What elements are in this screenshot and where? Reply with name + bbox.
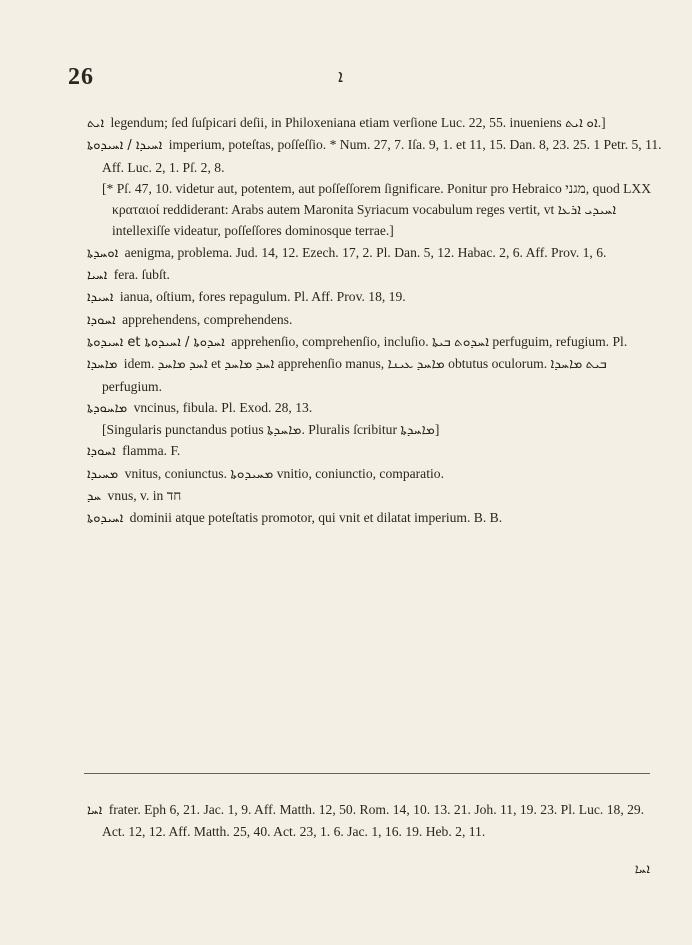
footnote-entry: [84, 799, 664, 843]
syriac-headword: ܡܚܝܕܐ: [87, 466, 119, 482]
entry-text: apprehenſio, comprehenſio, incluſio. ܐܚܕܘܬ ܒܝܬܐ perfuguim, refugium. Pl.: [231, 333, 628, 349]
dictionary-entry: [84, 353, 664, 397]
dictionary-entry: [84, 112, 664, 134]
footnote-divider: [84, 773, 650, 774]
dictionary-entry: [84, 331, 664, 353]
dictionary-entry: [84, 264, 664, 286]
dictionary-entry: [84, 440, 664, 462]
dictionary-entry: [84, 485, 664, 507]
entry-text: [Singularis punctandus potius ܡܐܚܕܬܐ. Pluralis ſcribitur ܡܐܚܕܬܐ]: [102, 422, 440, 438]
footnote-text: frater. Eph 6, 21. Jac. 1, 9. Aff. Matth. 12, 50. Rom. 14, 10. 13. 21. Joh. 11, 19. 23. Pl. Luc. 18, 29. Act. 12, 12. Aff. Matth. 25, 40. Act. 23, 1. 6. Jac. 1, 16. 19. Heb. 2, 11.: [102, 801, 645, 839]
entry-text: vncinus, fibula. Pl. Exod. 28, 13.: [133, 399, 313, 415]
entry-text: aenigma, problema. Jud. 14, 12. Ezech. 17, 2. Pl. Dan. 5, 12. Habac. 2, 6. Aff. Prov. 1, 6.: [124, 244, 607, 260]
entry-text: idem. ܐܚܕ ܡܐܚܕ et ܐܚܕ ܡܐܚܕ apprehenſio manus, ܡܐܚܕ ܥܝܢܐ obtutus oculorum. ܒܝܬ ܡܐܚܕܐ perfugium.: [102, 356, 607, 394]
dictionary-entry: [84, 242, 664, 264]
syriac-headword: ܐܚܐ: [87, 802, 103, 818]
dictionary-entry: [84, 134, 664, 178]
syriac-headword: ܐܚܝܐ: [87, 268, 108, 284]
dictionary-note: [84, 419, 664, 440]
dictionary-entry: [84, 309, 664, 331]
entry-text: legendum; ſed ſuſpicari deſii, in Philoxeniana etiam verſione Luc. 22, 55. inueniens ܐܘ ܐܝܬ.]: [110, 115, 606, 130]
catchword: ܐܚܐ: [634, 862, 650, 877]
entry-text: fera. ſubſt.: [113, 267, 170, 283]
entry-text: vnitus, coniunctus. ܡܚܝܕܘܬܐ vnitio, coniunctio, comparatio.: [124, 465, 444, 481]
syriac-headword: ܚܕ: [87, 489, 102, 505]
entry-text: apprehendens, comprehendens.: [122, 311, 293, 327]
dictionary-body: [84, 112, 664, 530]
syriac-headword: ܐܚܕܘܬܐ / ܐܚܝܕܘܬܐ et ܐܚܝܕܘܬܐ: [87, 334, 225, 350]
page-number: 26: [68, 64, 94, 90]
entry-text: dominii atque poteſtatis promotor, qui vnit et dilatat imperium. B. B.: [129, 510, 503, 526]
syriac-headword: ܐܝܬ: [87, 116, 105, 131]
dictionary-entry: [84, 463, 664, 485]
entry-text: flamma. F.: [122, 443, 181, 459]
entry-text: imperium, poteſtas, poſſeſſio. * Num. 27, 7. Iſa. 9, 1. et 11, 15. Dan. 8, 23. 25. 1 Petr. 5, 11. Aff. Luc. 2, 1. Pſ. 2, 8.: [102, 137, 662, 175]
syriac-headword: ܡܐܚܘܕܬܐ: [87, 400, 128, 416]
dictionary-entry: [84, 286, 664, 308]
syriac-headword: ܡܐܚܕܐ: [87, 357, 118, 373]
syriac-headword: ܐܚܘܕܐ: [87, 312, 116, 328]
entry-text: ianua, oſtium, fores repagulum. Pl. Aff. Prov. 18, 19.: [119, 289, 406, 305]
entry-text: [* Pſ. 47, 10. videtur aut, potentem, aut poſſeſſorem ſignificare. Ponitur pro Hebraico מגני, quod LXX κραταιοί reddiderant: Arabs autem Maronita Syriacum vocabulum reges vertit, vt ܐܚܝܕܝ ܐܪܥܐ intellexiſſe videatur, poſſeſſores dominosque terrae.]: [102, 180, 652, 239]
entry-text: vnus, v. in חד: [107, 488, 182, 504]
dictionary-note: [84, 178, 664, 242]
syriac-headword: ܐܚܝܕܘܬܐ: [87, 511, 124, 527]
syriac-headword: ܐܚܝܕܐ / ܐܚܝܕܘܬܐ: [87, 138, 163, 154]
syriac-headword: ܐܘܚܕܬܐ: [87, 245, 119, 261]
dictionary-entry: [84, 397, 664, 419]
dictionary-entry: [84, 507, 664, 529]
page-header: [68, 64, 624, 98]
running-head: ܐ: [338, 66, 344, 87]
syriac-headword: ܐܚܝܕܐ: [87, 290, 114, 306]
syriac-headword: ܐܚܘܕܐ: [87, 444, 116, 460]
